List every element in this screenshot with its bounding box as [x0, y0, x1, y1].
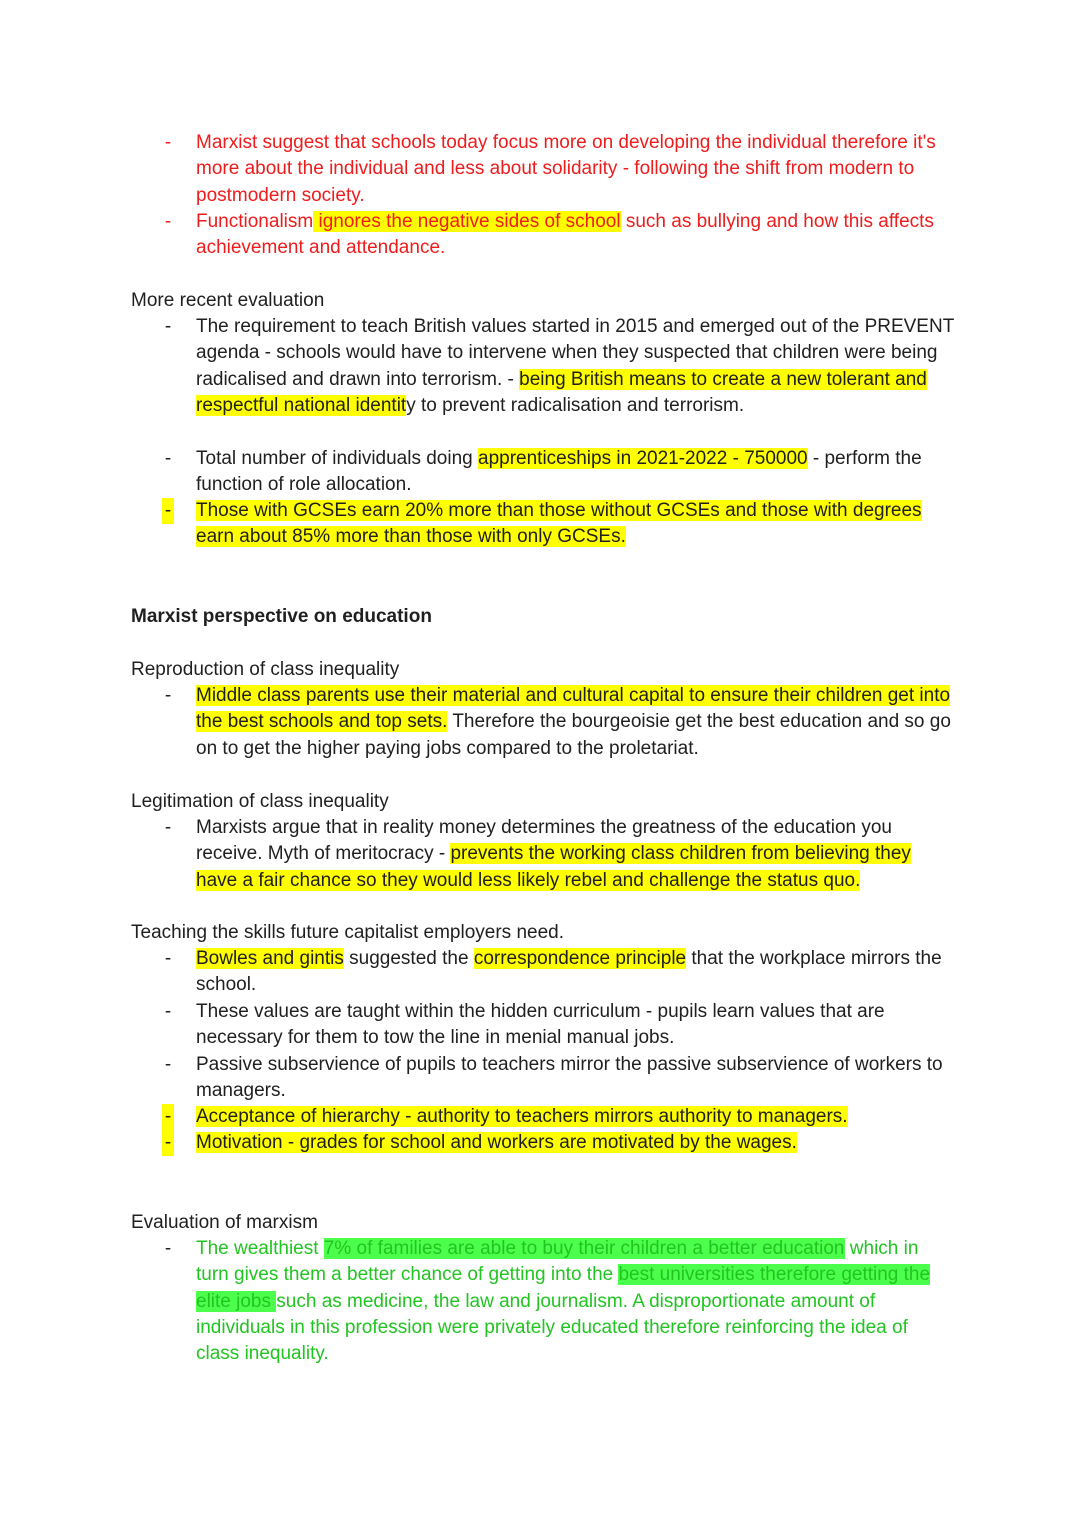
section-heading: Legitimation of class inequality: [131, 791, 389, 812]
highlighted-text: correspondence principle: [473, 948, 687, 969]
paragraph: [196, 446, 956, 499]
highlighted-text: prevents the working class children from believing they have a fair chance so they would less likely rebel and challenge the status quo.: [196, 843, 911, 891]
bullet-dash: -: [164, 1054, 172, 1075]
text-span: Total number of individuals doing: [196, 448, 479, 469]
bullet-dash: -: [162, 1104, 174, 1130]
bullet-dash: -: [164, 132, 172, 153]
bullet-dash: -: [164, 316, 172, 337]
highlighted-text: 7% of families are able to buy their children a better education: [323, 1238, 845, 1259]
text-span: These values are taught within the hidden curriculum - pupils learn values that are necessary for them to tow the line in menial manual jobs.: [196, 1001, 885, 1049]
paragraph: [196, 683, 956, 762]
highlighted-text: best universities therefore getting the elite jobs: [196, 1264, 931, 1312]
paragraph: [196, 946, 956, 999]
highlighted-text: Middle class parents use their material and cultural capital to ensure their children get into the best schools and top sets.: [196, 685, 951, 733]
paragraph: [196, 1052, 956, 1105]
text-span: suggested the: [343, 948, 474, 969]
section-heading: Teaching the skills future capitalist employers need.: [131, 922, 565, 943]
highlighted-text: Those with GCSEs earn 20% more than those without GCSEs and those with degrees earn about 85% more than those with only GCSEs.: [196, 500, 922, 548]
text-span: which in turn gives them a better chance of getting into the: [196, 1238, 919, 1286]
bullet-dash: -: [164, 685, 172, 706]
text-span: Marxists argue that in reality money determines the greatness of the education you receive. Myth of meritocracy -: [196, 817, 892, 865]
paragraph: [196, 1236, 956, 1367]
text-span: Functionalism: [196, 211, 314, 232]
text-span: Therefore the bourgeoisie get the best education and so go on to get the higher paying jobs compared to the proletariat.: [196, 711, 951, 759]
highlighted-text: ignores the negative sides of school: [313, 211, 621, 232]
text-span: such as medicine, the law and journalism. A disproportionate amount of individuals in this profession were privately educated therefore reinforcing the idea of class inequality.: [196, 1290, 908, 1365]
text-span: The wealthiest: [196, 1238, 324, 1259]
paragraph: [196, 999, 956, 1052]
bullet-dash: -: [164, 211, 172, 232]
highlighted-text: being British means to create a new tolerant and respectful national identit: [196, 368, 927, 416]
bullet-dash: -: [164, 1238, 172, 1259]
paragraph: [196, 130, 956, 209]
section-title: Marxist perspective on education: [131, 606, 432, 627]
highlighted-text: Motivation - grades for school and workers are motivated by the wages.: [196, 1132, 797, 1153]
bullet-dash: -: [164, 448, 172, 469]
bullet-dash: -: [162, 1130, 174, 1156]
text-span: Passive subservience of pupils to teachers mirror the passive subservience of workers to managers.: [196, 1054, 943, 1102]
text-span: Marxist suggest that schools today focus more on developing the individual therefore it's more about the individual and less about solidarity - following the shift from modern to postmodern society.: [196, 132, 936, 206]
highlighted-text: Acceptance of hierarchy - authority to teachers mirrors authority to managers.: [196, 1106, 848, 1127]
paragraph: [196, 209, 956, 262]
text-span: - perform the function of role allocation.: [196, 448, 922, 496]
paragraph: [196, 1104, 956, 1130]
section-heading: More recent evaluation: [131, 290, 325, 311]
text-span: that the workplace mirrors the school.: [196, 948, 942, 996]
paragraph: [196, 498, 956, 551]
section-heading: Reproduction of class inequality: [131, 659, 400, 680]
bullet-dash: -: [162, 498, 174, 524]
bullet-dash: -: [164, 948, 172, 969]
text-span: The requirement to teach British values started in 2015 and emerged out of the PREVENT agenda - schools would have to intervene when they suspected that children were being radicalised and drawn into terrorism. -: [196, 316, 954, 390]
section-heading: Evaluation of marxism: [131, 1212, 318, 1233]
bullet-dash: -: [164, 817, 172, 838]
paragraph: [196, 314, 956, 419]
highlighted-text: apprenticeships in 2021-2022 - 750000: [478, 448, 808, 469]
bullet-dash: -: [164, 1001, 172, 1022]
paragraph: [196, 815, 956, 894]
paragraph: [196, 1130, 956, 1156]
text-span: y to prevent radicalisation and terrorism.: [406, 394, 745, 416]
text-span: such as bullying and how this affects achievement and attendance.: [196, 211, 934, 259]
highlighted-text: Bowles and gintis: [196, 948, 344, 969]
